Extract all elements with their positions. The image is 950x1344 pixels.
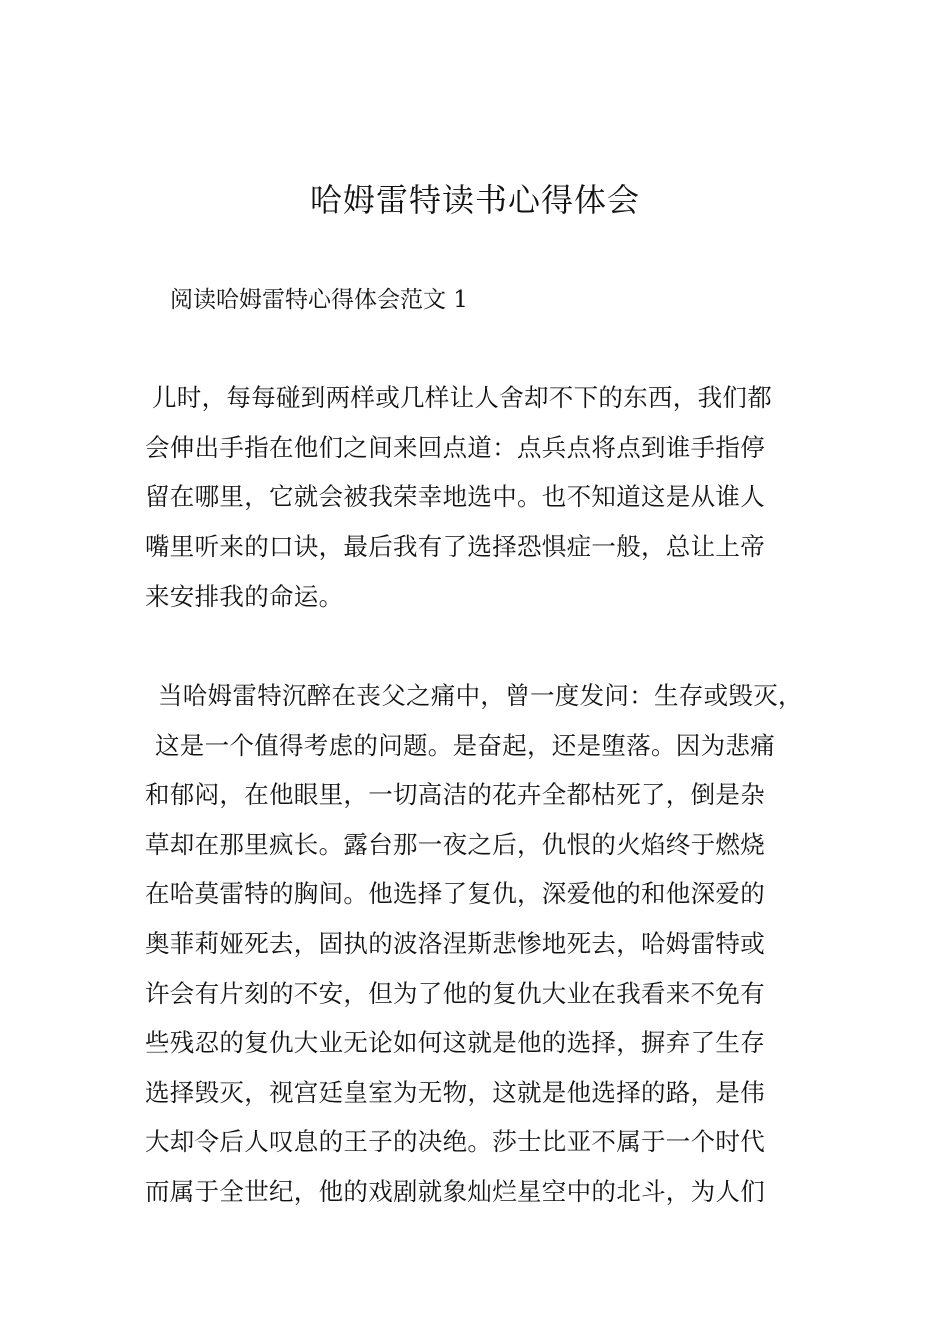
paragraph-line: 嘴里听来的口诀，最后我有了选择恐惧症一般，总让上帝 [145,532,765,561]
paragraph-line: 留在哪里，它就会被我荣幸地选中。也不知道这是从谁人 [145,482,765,511]
paragraph-line: 大却令后人叹息的王子的决绝。莎士比亚不属于一个时代 [145,1127,765,1156]
paragraph-line: 来安排我的命运。 [145,582,344,611]
paragraph-line: 当哈姆雷特沉醉在丧父之痛中，曾一度发问：生存或毁灭， [158,681,803,710]
paragraph-line: 会伸出手指在他们之间来回点道：点兵点将点到谁手指停 [145,433,765,462]
paragraph-line: 些残忍的复仇大业无论如何这就是他的选择，摒弃了生存 [145,1028,765,1057]
paragraph-line: 儿时，每每碰到两样或几样让人舍却不下的东西，我们都 [152,383,772,412]
paragraph-line: 而属于全世纪，他的戏剧就象灿烂星空中的北斗，为人们 [145,1177,765,1206]
paragraph-line: 许会有片刻的不安，但为了他的复仇大业在我看来不免有 [145,979,765,1008]
paragraph-line: 这是一个值得考虑的问题。是奋起，还是堕落。因为悲痛 [155,731,775,760]
paragraph-line: 在哈莫雷特的胸间。他选择了复仇，深爱他的和他深爱的 [145,879,765,908]
paragraph-line: 草却在那里疯长。露台那一夜之后，仇恨的火焰终于燃烧 [145,830,765,859]
paragraph-line: 选择毁灭，视宫廷皇室为无物，这就是他选择的路，是伟 [145,1078,765,1107]
section-subheading: 阅读哈姆雷特心得体会范文 1 [170,287,468,313]
paragraph-line: 奥菲莉娅死去，固执的波洛涅斯悲惨地死去，哈姆雷特或 [145,929,765,958]
paragraph-line: 和郁闷，在他眼里，一切高洁的花卉全都枯死了，倒是杂 [145,780,765,809]
document-title: 哈姆雷特读书心得体会 [309,181,640,219]
